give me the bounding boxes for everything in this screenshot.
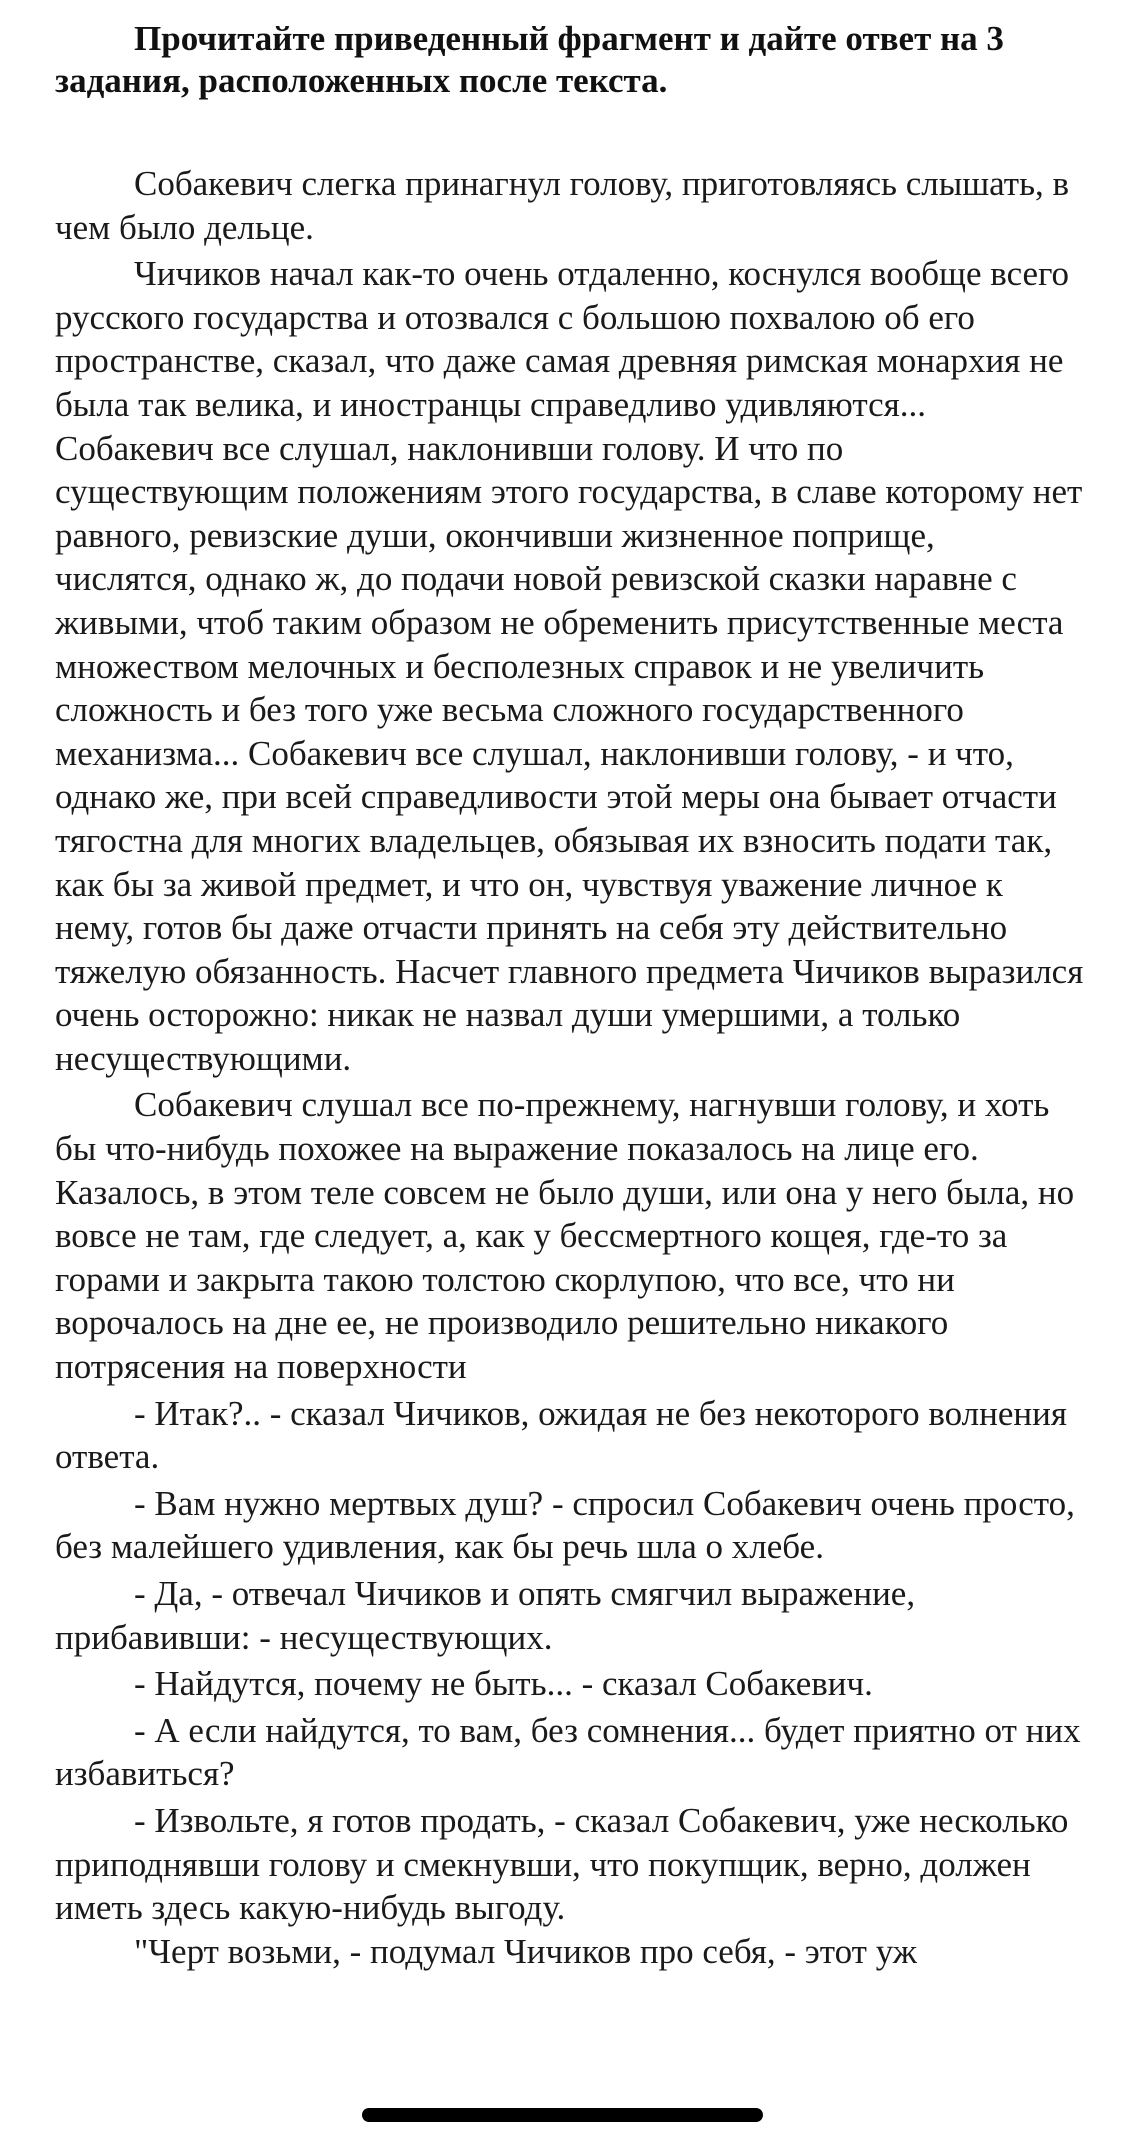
paragraph-3: Собакевич слушал все по-прежнему, нагнувши голову, и хоть бы что-нибудь похожее на выражение показалось на лице его. Казалось, в этом теле совсем не было души, или она у него была, но вовсе не там, где следует, а, как у бессмертного кощея, где-то за горами и закрыта такою толстою скорлупою, что все, что ни ворочалось на дне ее, не производило решительно никакого потрясения на поверхности [55, 1085, 1075, 1387]
paragraph-1: Собакевич слегка принагнул голову, приготовляясь слышать, в чем было дельце. [55, 164, 1070, 247]
task-heading: Прочитайте приведенный фрагмент и дайте ответ на 3 задания, расположенных после текста. [55, 19, 1004, 100]
paragraph-cut-off: "Черт возьми, - подумал Чичиков про себя, - этот уж [134, 1931, 917, 1971]
paragraph-9: - Извольте, я готов продать, - сказал Собакевич, уже несколько приподнявши голову и смекнувши, что покупщик, верно, должен иметь здесь какую-нибудь выгоду. [55, 1800, 1069, 1928]
paragraph-7: - Найдутся, почему не быть... - сказал Собакевич. [134, 1664, 873, 1704]
paragraph-6: - Да, - отвечал Чичиков и опять смягчил выражение, прибавивши: - несуществующих. [55, 1574, 916, 1657]
paragraph-2: Чичиков начал как-то очень отдаленно, коснулся вообще всего русского государства и отозвался с большою похвалою об его пространстве, сказал, что даже самая древняя римская монархия не была так велика, и иностранцы справедливо удивляются... Собакевич все слушал, наклонивши голову. И что по существующим положениям этого государства, в славе которому нет равного, ревизские души, окончивши жизненное поприще, числятся, однако ж, до подачи новой ревизской сказки наравне с живыми, чтоб таким образом не обременить присутственные места множеством мелочных и бесполезных справок и не увеличить сложность и без того уже весьма сложного государственного механизма... Собакевич все слушал, наклонивши голову, - и что, однако же, при всей справедливости этой меры она бывает отчасти тягостна для многих владельцев, обязывая их взносить подати так, как бы за живой предмет, и что он, чувствуя уважение личное к нему, готов бы даже отчасти принять на себя эту действительно тяжелую обязанность. Насчет главного предмета Чичиков выразился очень осторожно: никак не назвал души умершими, а только несуществующими. [55, 254, 1084, 1078]
paragraph-4: - Итак?.. - сказал Чичиков, ожидая не без некоторого волнения ответа. [55, 1393, 1067, 1477]
home-indicator-bar[interactable] [362, 2108, 763, 2122]
paragraph-5: - Вам нужно мертвых душ? - спросил Собакевич очень просто, без малейшего удивления, как бы речь шла о хлебе. [55, 1483, 1075, 1567]
text-fragment [55, 162, 1085, 1973]
paragraph-8: - А если найдутся, то вам, без сомнения... будет приятно от них избавиться? [55, 1710, 1081, 1794]
document-page [55, 18, 1085, 1973]
